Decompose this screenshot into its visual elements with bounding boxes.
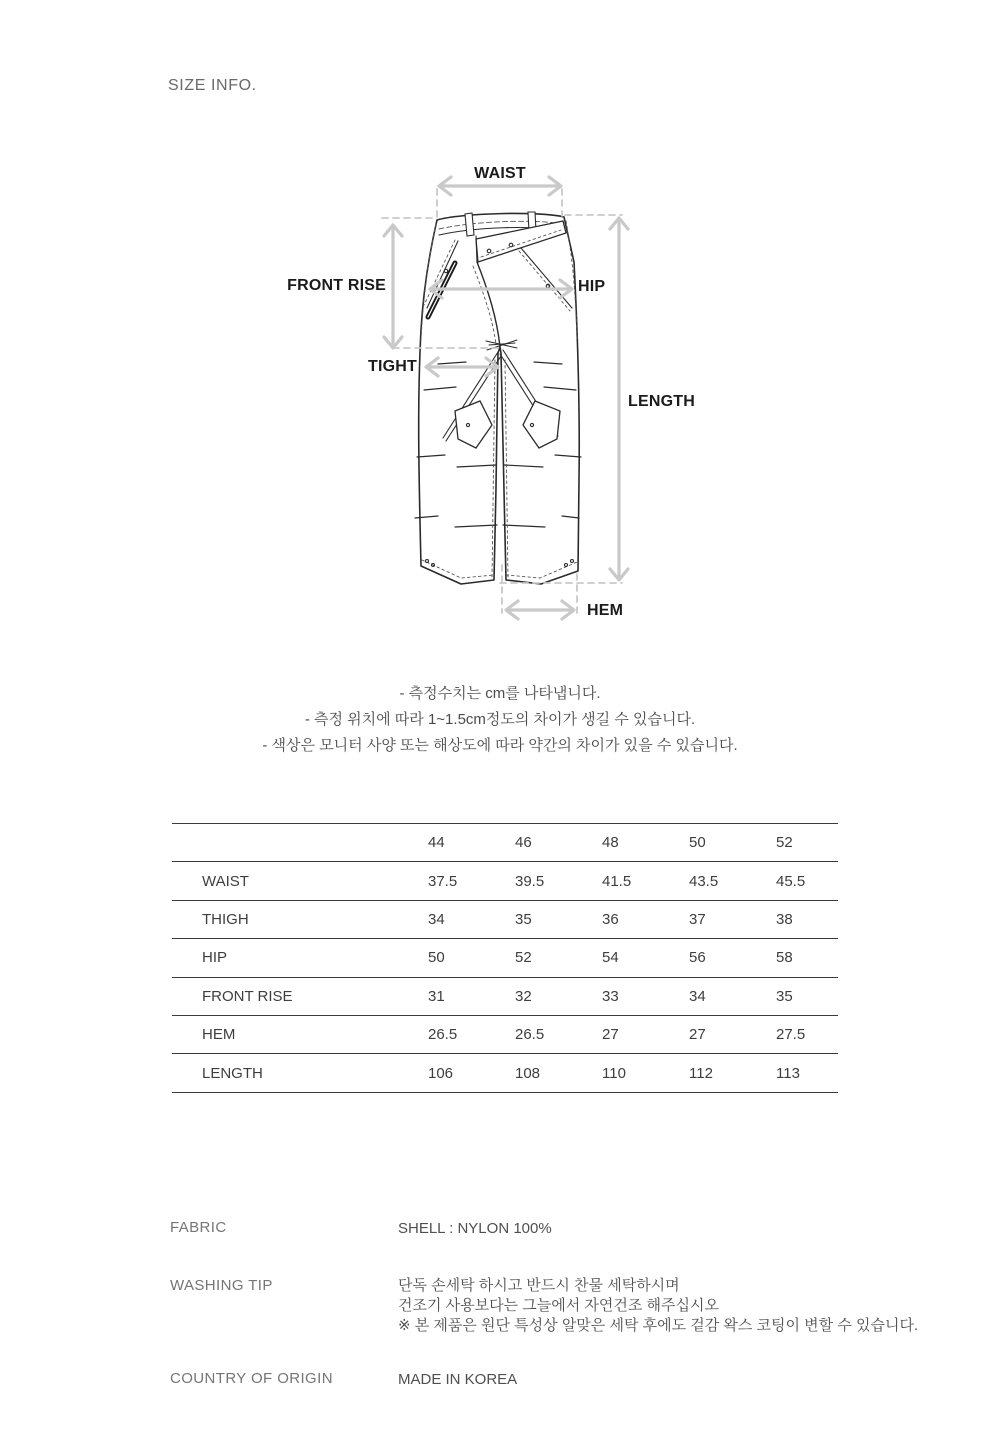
size-table-header-row bbox=[172, 824, 838, 862]
note-line: - 측정 위치에 따라 1~1.5cm정도의 차이가 생길 수 있습니다. bbox=[304, 711, 696, 728]
cell: 37.5 bbox=[428, 862, 515, 900]
fabric-value: SHELL : NYLON 100% bbox=[398, 1220, 552, 1237]
cell: 50 bbox=[428, 939, 515, 977]
cell: 106 bbox=[428, 1054, 515, 1092]
cell: 54 bbox=[602, 939, 689, 977]
row-label: WAIST bbox=[172, 862, 428, 900]
cell: 39.5 bbox=[515, 862, 602, 900]
cell: 38 bbox=[776, 900, 838, 938]
fabric-label: FABRIC bbox=[170, 1219, 227, 1236]
cell: 113 bbox=[776, 1054, 838, 1092]
cell: 35 bbox=[776, 977, 838, 1015]
pants-measurement-diagram bbox=[270, 150, 720, 640]
washing-tip-line: ※ 본 제품은 원단 특성상 알맞은 세탁 후에도 겉감 왁스 코팅이 변할 수 있습니다. bbox=[398, 1317, 919, 1334]
table-row-waist bbox=[172, 862, 838, 900]
size-table-corner-cell bbox=[172, 824, 428, 862]
row-label: FRONT RISE bbox=[172, 977, 428, 1015]
table-row-front-rise bbox=[172, 977, 838, 1015]
cell: 31 bbox=[428, 977, 515, 1015]
table-row-length bbox=[172, 1054, 838, 1092]
size-column-header: 52 bbox=[776, 824, 838, 862]
country-of-origin-value: MADE IN KOREA bbox=[398, 1371, 518, 1388]
size-column-header: 48 bbox=[602, 824, 689, 862]
cell: 43.5 bbox=[689, 862, 776, 900]
cell: 34 bbox=[428, 900, 515, 938]
cell: 58 bbox=[776, 939, 838, 977]
size-column-header: 50 bbox=[689, 824, 776, 862]
cell: 34 bbox=[689, 977, 776, 1015]
size-column-header: 46 bbox=[515, 824, 602, 862]
cell: 26.5 bbox=[515, 1015, 602, 1053]
note-line: - 측정수치는 cm를 나타냅니다. bbox=[399, 685, 601, 702]
size-column-header: 44 bbox=[428, 824, 515, 862]
cell: 36 bbox=[602, 900, 689, 938]
cell: 35 bbox=[515, 900, 602, 938]
size-table bbox=[172, 823, 838, 1093]
row-label: HEM bbox=[172, 1015, 428, 1053]
cell: 45.5 bbox=[776, 862, 838, 900]
cell: 41.5 bbox=[602, 862, 689, 900]
note-line: - 색상은 모니터 사양 또는 해상도에 따라 약간의 차이가 있을 수 있습니다. bbox=[262, 737, 738, 754]
row-label: HIP bbox=[172, 939, 428, 977]
cell: 32 bbox=[515, 977, 602, 1015]
cell: 27 bbox=[602, 1015, 689, 1053]
cell: 112 bbox=[689, 1054, 776, 1092]
pants-outline bbox=[419, 213, 580, 584]
page-title: SIZE INFO. bbox=[168, 77, 257, 94]
row-label: LENGTH bbox=[172, 1054, 428, 1092]
cell: 52 bbox=[515, 939, 602, 977]
front-rise-dimension-label: FRONT RISE bbox=[287, 277, 386, 294]
waist-dimension-label: WAIST bbox=[474, 165, 526, 182]
tight-dimension-label: TIGHT bbox=[368, 358, 417, 375]
cell: 33 bbox=[602, 977, 689, 1015]
washing-tip-line: 건조기 사용보다는 그늘에서 자연건조 해주십시오 bbox=[398, 1297, 719, 1314]
cell: 110 bbox=[602, 1054, 689, 1092]
hem-dimension-label: HEM bbox=[587, 602, 624, 619]
washing-tip-label: WASHING TIP bbox=[170, 1277, 273, 1294]
cell: 37 bbox=[689, 900, 776, 938]
length-dimension-label: LENGTH bbox=[628, 393, 695, 410]
cell: 108 bbox=[515, 1054, 602, 1092]
hip-dimension-label: HIP bbox=[578, 278, 606, 295]
cell: 27 bbox=[689, 1015, 776, 1053]
row-label: THIGH bbox=[172, 900, 428, 938]
country-of-origin-label: COUNTRY OF ORIGIN bbox=[170, 1370, 333, 1387]
cell: 56 bbox=[689, 939, 776, 977]
washing-tip-value bbox=[398, 1276, 918, 1336]
washing-tip-line: 단독 손세탁 하시고 반드시 찬물 세탁하시며 bbox=[398, 1277, 680, 1294]
cell: 26.5 bbox=[428, 1015, 515, 1053]
cell: 27.5 bbox=[776, 1015, 838, 1053]
measurement-notes bbox=[0, 681, 1000, 759]
table-row-hip bbox=[172, 939, 838, 977]
table-row-hem bbox=[172, 1015, 838, 1053]
table-row-thigh bbox=[172, 900, 838, 938]
